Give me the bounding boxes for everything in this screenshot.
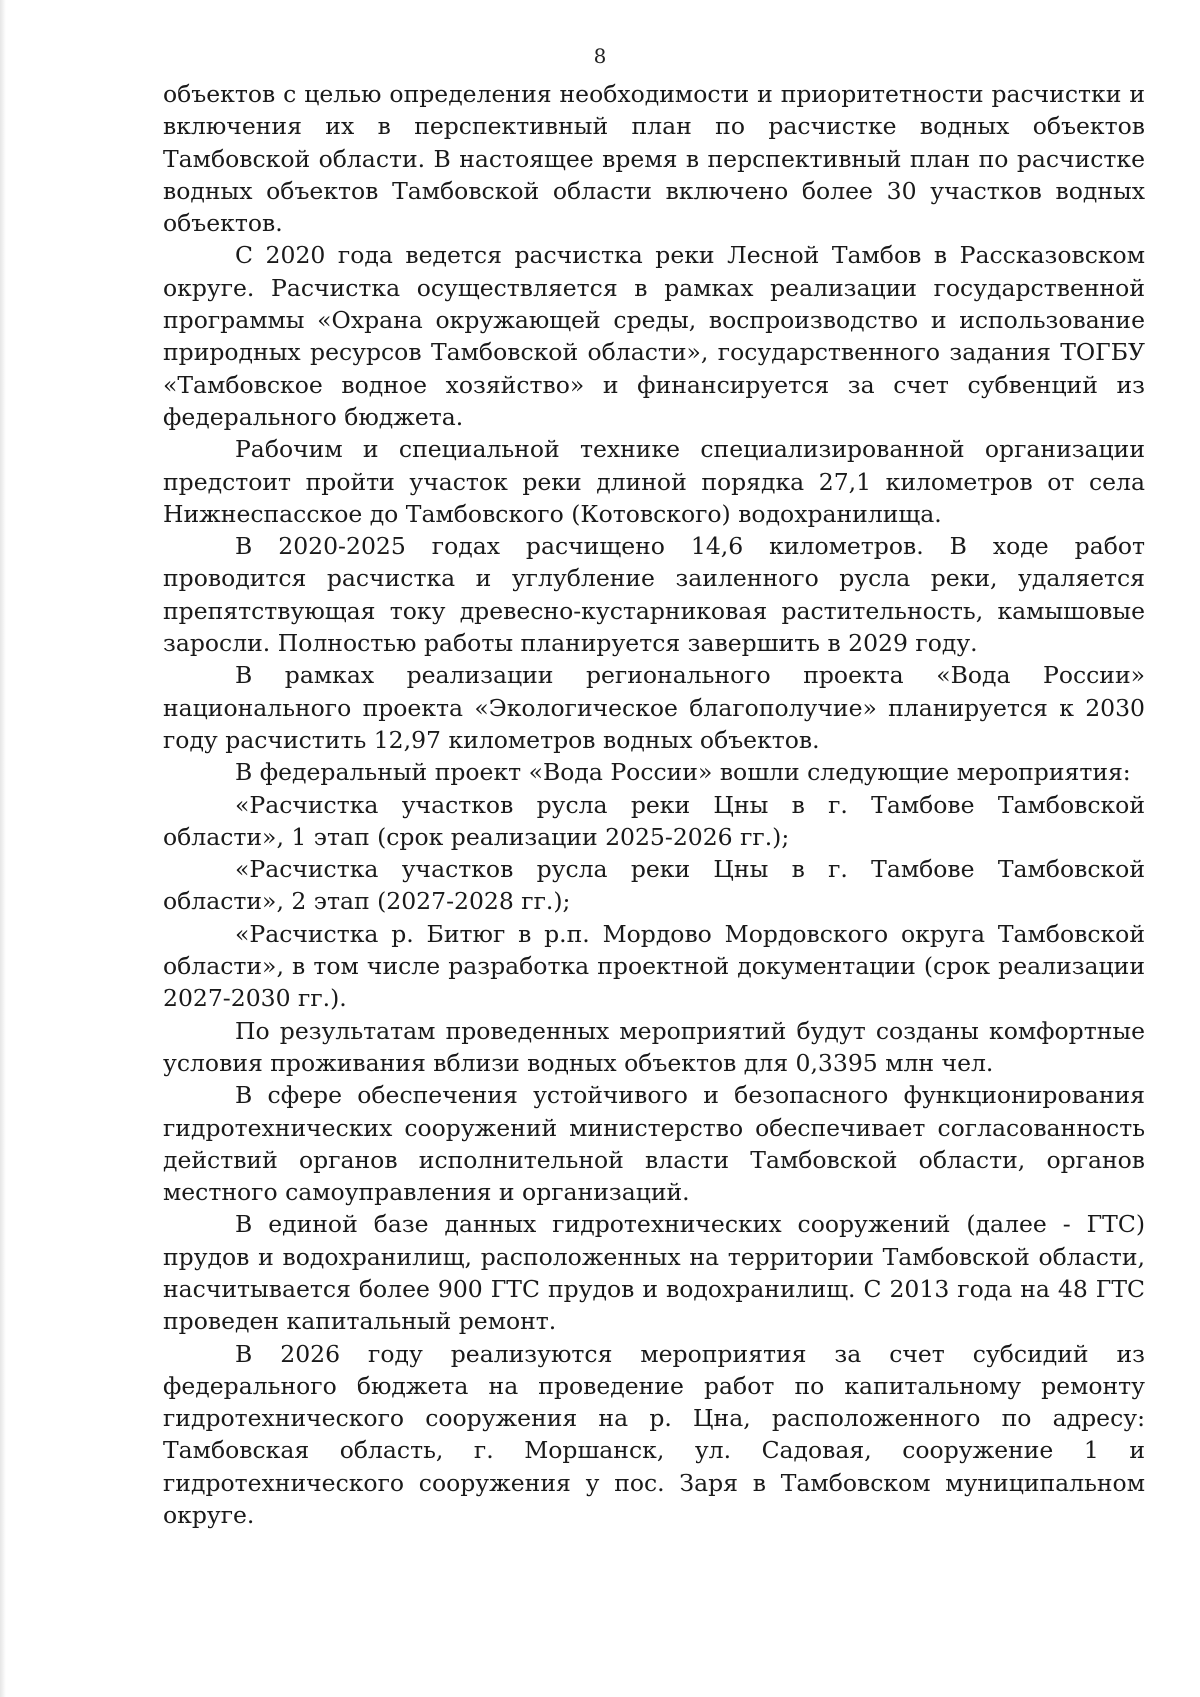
page-number: 8	[593, 44, 607, 68]
scan-edge-shadow	[0, 0, 6, 1697]
paragraph-lesnoy-tambov: С 2020 года ведется расчистка реки Лесной Тамбов в Рассказовском округе. Расчистка осуществляется в рамках реализации государственной программы «Охрана окружающей среды, воспроизводство и использование природных ресурсов Тамбовской области», государственного задания ТОГБУ «Тамбовское водное хозяйство» и финансируется за счет субвенций из федерального бюджета.	[163, 241, 1145, 431]
paragraph-continuation: объектов с целью определения необходимости и приоритетности расчистки и включения их в перспективный план по расчистке водных объектов Тамбовской области. В настоящее время в перспективный план по расчистке водных объектов Тамбовской области включено более 30 участков водных объектов.	[163, 80, 1145, 238]
paragraph-2026-repairs: В 2026 году реализуются мероприятия за счет субсидий из федерального бюджета на проведение работ по капитальному ремонту гидротехнического сооружения на р. Цна, расположенного по адресу: Тамбовская область, г. Моршанск, ул. Садовая, сооружение 1 и гидротехнического сооружения у пос. Заря в Тамбовском муниципальном округе.	[163, 1339, 1145, 1530]
paragraph-cleared-km: В 2020-2025 годах расчищено 14,6 километров. В ходе работ проводится расчистка и углубление заиленного русла реки, удаляется препятствующая току древесно-кустарниковая растительность, камышовые заросли. Полностью работы планируется завершить в 2029 году.	[163, 532, 1145, 658]
paragraph-hydro-safety: В сфере обеспечения устойчивого и безопасного функционирования гидротехнических сооружений министерство обеспечивает согласованность действий органов исполнительной власти Тамбовской области, органов местного самоуправления и организаций.	[163, 1081, 1145, 1207]
document-body	[163, 78, 1145, 1531]
paragraph-bityug: «Расчистка р. Битюг в р.п. Мордово Мордовского округа Тамбовской области», в том числе разработка проектной документации (срок реализации 2027-2030 гг.).	[163, 919, 1145, 1013]
paragraph-tsna-stage-2: «Расчистка участков русла реки Цны в г. Тамбове Тамбовской области», 2 этап (2027-2028 гг.);	[163, 855, 1145, 916]
paragraph-federal-project: В федеральный проект «Вода России» вошли следующие мероприятия:	[235, 758, 1131, 787]
paragraph-regional-project: В рамках реализации регионального проекта «Вода России» национального проекта «Экологическое благополучие» планируется к 2030 году расчистить 12,97 километров водных объектов.	[163, 661, 1145, 754]
paragraph-river-section: Рабочим и специальной технике специализированной организации предстоит пройти участок реки длиной порядка 27,1 километров от села Нижнеспасское до Тамбовского (Котовского) водохранилища.	[163, 435, 1145, 528]
paragraph-gts-database: В единой базе данных гидротехнических сооружений (далее - ГТС) прудов и водохранилищ, расположенных на территории Тамбовской области, насчитывается более 900 ГТС прудов и водохранилищ. С 2013 года на 48 ГТС проведен капитальный ремонт.	[163, 1210, 1145, 1336]
paragraph-tsna-stage-1: «Расчистка участков русла реки Цны в г. Тамбове Тамбовской области», 1 этап (срок реализации 2025-2026 гг.);	[163, 790, 1145, 851]
paragraph-results: По результатам проведенных мероприятий будут созданы комфортные условия проживания вблизи водных объектов для 0,3395 млн чел.	[163, 1016, 1145, 1077]
